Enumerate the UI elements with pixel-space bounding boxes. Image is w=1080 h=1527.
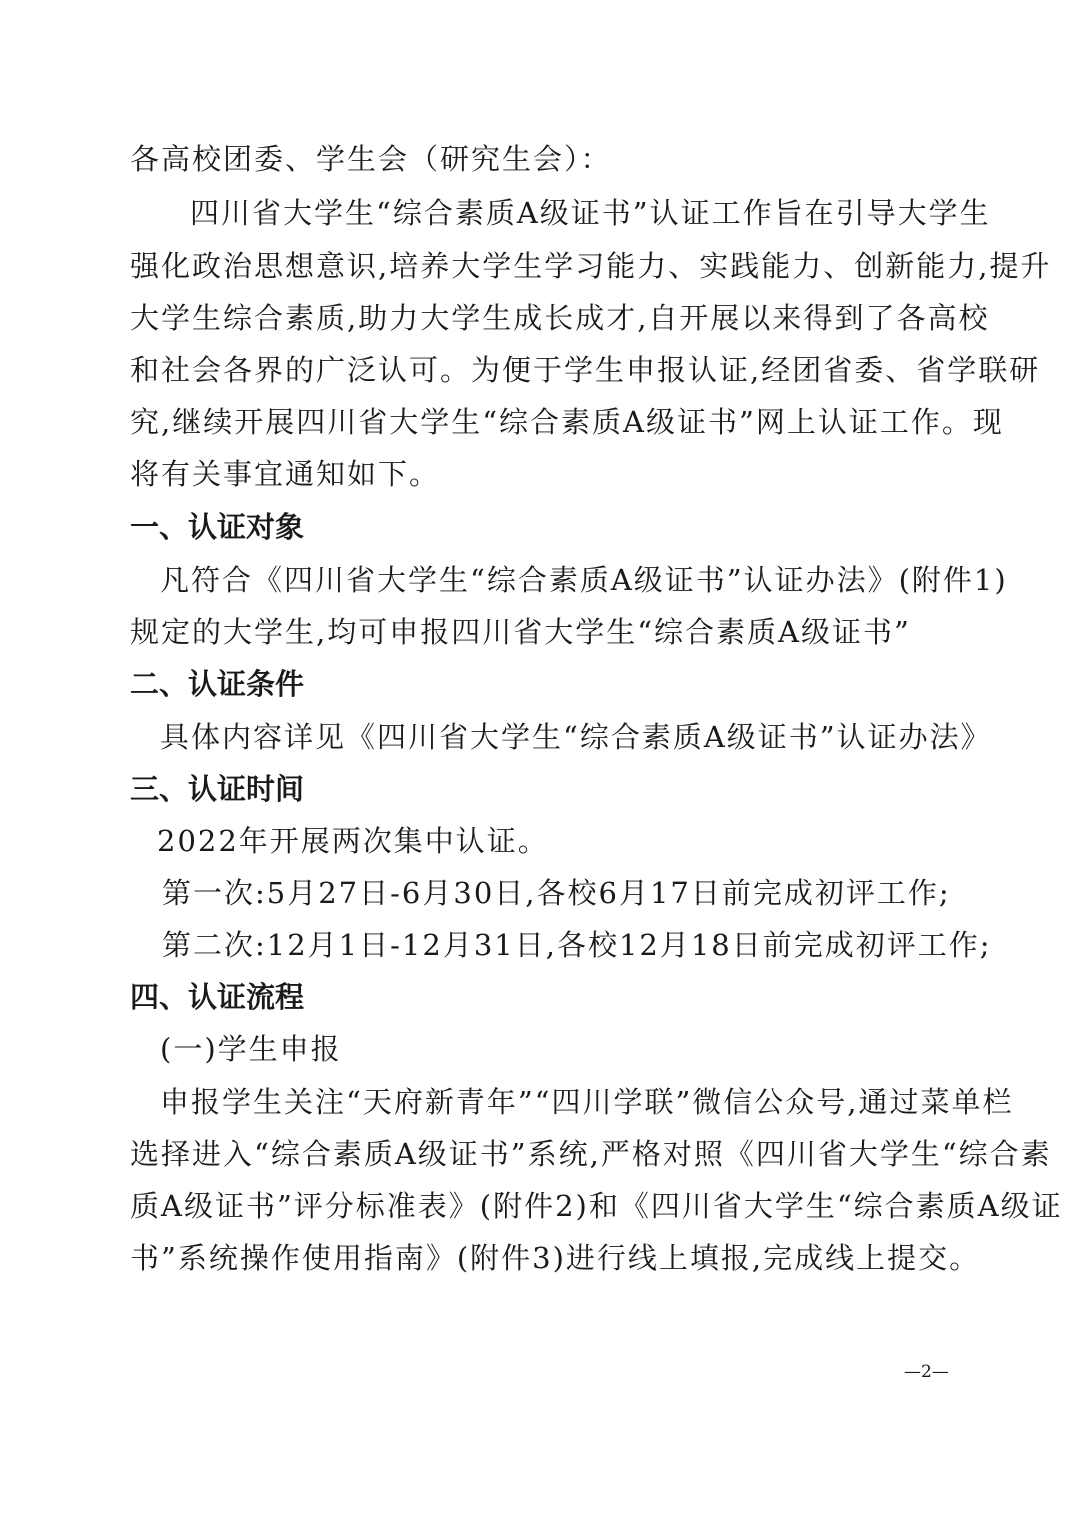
section-2-heading: 二、认证条件 <box>130 667 305 701</box>
section-4-line-4: 书”系统操作使用指南》(附件3)进行线上填报,完成线上提交。 <box>130 1241 981 1275</box>
section-3-heading: 三、认证时间 <box>130 772 305 806</box>
section-4-line-1: 申报学生关注“天府新青年”“四川学联”微信公众号,通过菜单栏 <box>160 1085 1014 1119</box>
section-4-line-3: 质A级证书”评分标准表》(附件2)和《四川省大学生“综合素质A级证 <box>130 1189 1063 1223</box>
intro-line-4: 和社会各界的广泛认可。为便于学生申报认证,经团省委、省学联研 <box>130 353 1041 387</box>
intro-line-1: 四川省大学生“综合素质A级证书”认证工作旨在引导大学生 <box>190 196 991 230</box>
intro-line-6: 将有关事宜通知如下。 <box>130 457 441 491</box>
section-4-line-2: 选择进入“综合素质A级证书”系统,严格对照《四川省大学生“综合素 <box>130 1137 1052 1171</box>
section-1-line-2: 规定的大学生,均可申报四川省大学生“综合素质A级证书” <box>130 615 911 649</box>
page-number: —2— <box>904 1362 949 1382</box>
intro-line-3: 大学生综合素质,助力大学生成长成才,自开展以来得到了各高校 <box>130 301 990 335</box>
intro-line-5: 究,继续开展四川省大学生“综合素质A级证书”网上认证工作。现 <box>130 405 1004 439</box>
section-3-line-3: 第二次:12月1日-12月31日,各校12月18日前完成初评工作; <box>162 928 992 962</box>
section-2-line-1: 具体内容详见《四川省大学生“综合素质A级证书”认证办法》 <box>160 720 992 754</box>
section-3-line-2: 第一次:5月27日-6月30日,各校6月17日前完成初评工作; <box>162 876 951 910</box>
section-1-line-1: 凡符合《四川省大学生“综合素质A级证书”认证办法》(附件1) <box>160 563 1008 597</box>
section-4-heading: 四、认证流程 <box>130 980 305 1014</box>
section-4-subheading: (一)学生申报 <box>160 1032 342 1066</box>
section-3-line-1: 2022年开展两次集中认证。 <box>157 824 549 858</box>
section-1-heading: 一、认证对象 <box>130 510 305 544</box>
salutation: 各高校团委、学生会（研究生会）： <box>130 142 612 176</box>
intro-line-2: 强化政治思想意识,培养大学生学习能力、实践能力、创新能力,提升 <box>130 249 1052 283</box>
